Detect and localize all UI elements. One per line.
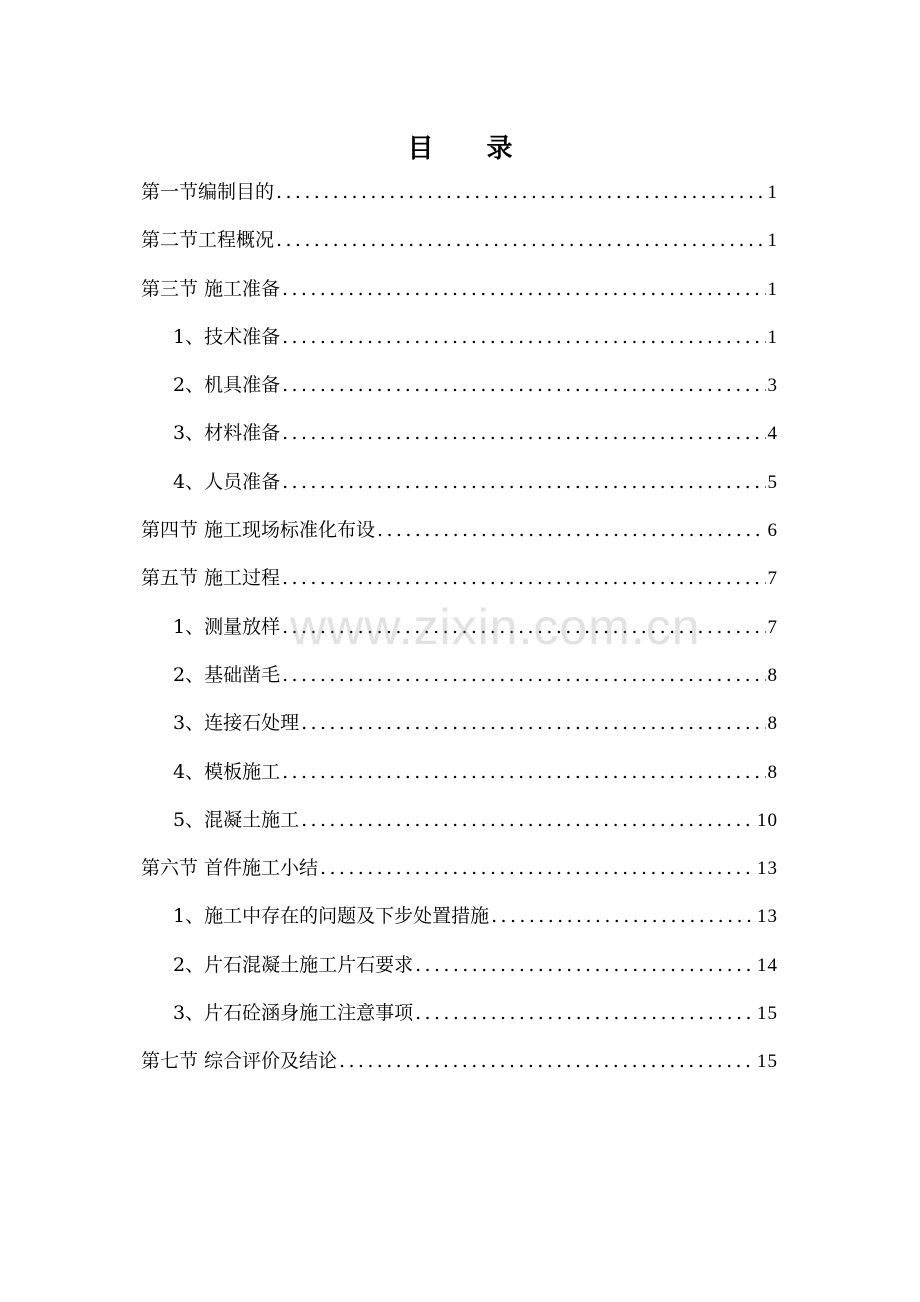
toc-entry[interactable] [141, 1037, 778, 1085]
toc-entry[interactable] [141, 458, 778, 506]
toc-dot-leader [301, 699, 765, 747]
toc-dot-leader [339, 1037, 755, 1085]
toc-entry[interactable] [141, 506, 778, 554]
toc-dot-leader [320, 844, 755, 892]
toc-entry[interactable] [141, 361, 778, 409]
toc-entry-label: 3、连接石处理 [173, 712, 300, 735]
toc-entry-label: 4、模板施工 [173, 760, 281, 783]
toc-entry-page-number: 6 [767, 520, 778, 542]
toc-dot-leader [282, 313, 765, 361]
toc-entry-label: 2、片石混凝土施工片石要求 [173, 953, 414, 976]
toc-entry-page-number: 8 [767, 664, 778, 686]
toc-entry-label: 1、技术准备 [173, 325, 281, 348]
toc-entry-page-number: 13 [757, 906, 778, 928]
toc-entry-page-number: 15 [757, 1051, 778, 1073]
toc-dot-leader [301, 796, 755, 844]
toc-dot-leader [415, 989, 755, 1037]
toc-entry[interactable] [141, 168, 778, 216]
toc-entry[interactable] [141, 651, 778, 699]
watermark: www.zixin.com.cn [290, 599, 701, 655]
toc-entry-label: 2、基础凿毛 [173, 663, 281, 686]
toc-entry-label: 第五节 施工过程 [141, 567, 281, 590]
toc-entry-page-number: 13 [757, 858, 778, 880]
toc-entry[interactable] [141, 892, 778, 940]
toc-dot-leader [282, 603, 765, 651]
toc-dot-leader [282, 458, 765, 506]
toc-dot-leader [282, 748, 765, 796]
toc-entry-page-number: 1 [767, 326, 778, 348]
toc-dot-leader [282, 651, 765, 699]
toc-title: 目 录 [407, 134, 535, 164]
toc-entry-page-number: 4 [767, 423, 778, 445]
toc-entry-label: 第四节 施工现场标准化布设 [141, 519, 376, 542]
toc-entry[interactable] [141, 844, 778, 892]
toc-dot-leader [377, 506, 765, 554]
toc-entry-page-number: 14 [757, 954, 778, 976]
toc-entry[interactable] [141, 796, 778, 844]
toc-entry-page-number: 7 [767, 616, 778, 638]
toc-entry-label: 3、材料准备 [173, 422, 281, 445]
toc-entry[interactable] [141, 313, 778, 361]
toc-dot-leader [276, 216, 765, 264]
toc-entry-page-number: 8 [767, 761, 778, 783]
toc-entry[interactable] [141, 941, 778, 989]
toc-entry[interactable] [141, 699, 778, 747]
toc-entry-label: 1、测量放样 [173, 615, 281, 638]
toc-entry[interactable] [141, 554, 778, 602]
toc-entry-page-number: 5 [767, 471, 778, 493]
toc-entry[interactable] [141, 409, 778, 457]
toc-dot-leader [415, 941, 755, 989]
toc-entry[interactable] [141, 989, 778, 1037]
toc-entry[interactable] [141, 265, 778, 313]
toc-dot-leader [282, 409, 765, 457]
toc-entry-label: 3、片石砼涵身施工注意事项 [173, 1002, 414, 1025]
toc-entry-label: 第六节 首件施工小结 [141, 857, 319, 880]
toc-list [141, 168, 778, 1086]
toc-entry-label: 第一节编制目的 [141, 181, 275, 203]
toc-entry-page-number: 10 [757, 809, 778, 831]
toc-entry-page-number: 3 [767, 375, 778, 397]
toc-entry-label: 2、机具准备 [173, 374, 281, 397]
toc-entry-page-number: 8 [767, 713, 778, 735]
toc-entry[interactable] [141, 603, 778, 651]
toc-entry-page-number: 1 [767, 182, 778, 203]
toc-entry[interactable] [141, 748, 778, 796]
toc-dot-leader [282, 554, 765, 602]
toc-dot-leader [282, 265, 765, 313]
toc-entry-page-number: 1 [767, 230, 778, 252]
toc-entry-label: 第七节 综合评价及结论 [141, 1050, 338, 1073]
toc-entry-page-number: 7 [767, 568, 778, 590]
toc-entry-label: 第二节工程概况 [141, 229, 275, 252]
toc-entry-label: 4、人员准备 [173, 470, 281, 493]
toc-dot-leader [282, 361, 765, 409]
toc-entry-label: 5、混凝土施工 [173, 808, 300, 831]
toc-entry-page-number: 15 [757, 1003, 778, 1025]
toc-entry-page-number: 1 [767, 278, 778, 300]
toc-dot-leader [491, 892, 755, 940]
toc-entry-label: 1、施工中存在的问题及下步处置措施 [173, 905, 490, 928]
toc-entry[interactable] [141, 216, 778, 264]
toc-dot-leader [276, 168, 765, 216]
toc-entry-label: 第三节 施工准备 [141, 277, 281, 300]
